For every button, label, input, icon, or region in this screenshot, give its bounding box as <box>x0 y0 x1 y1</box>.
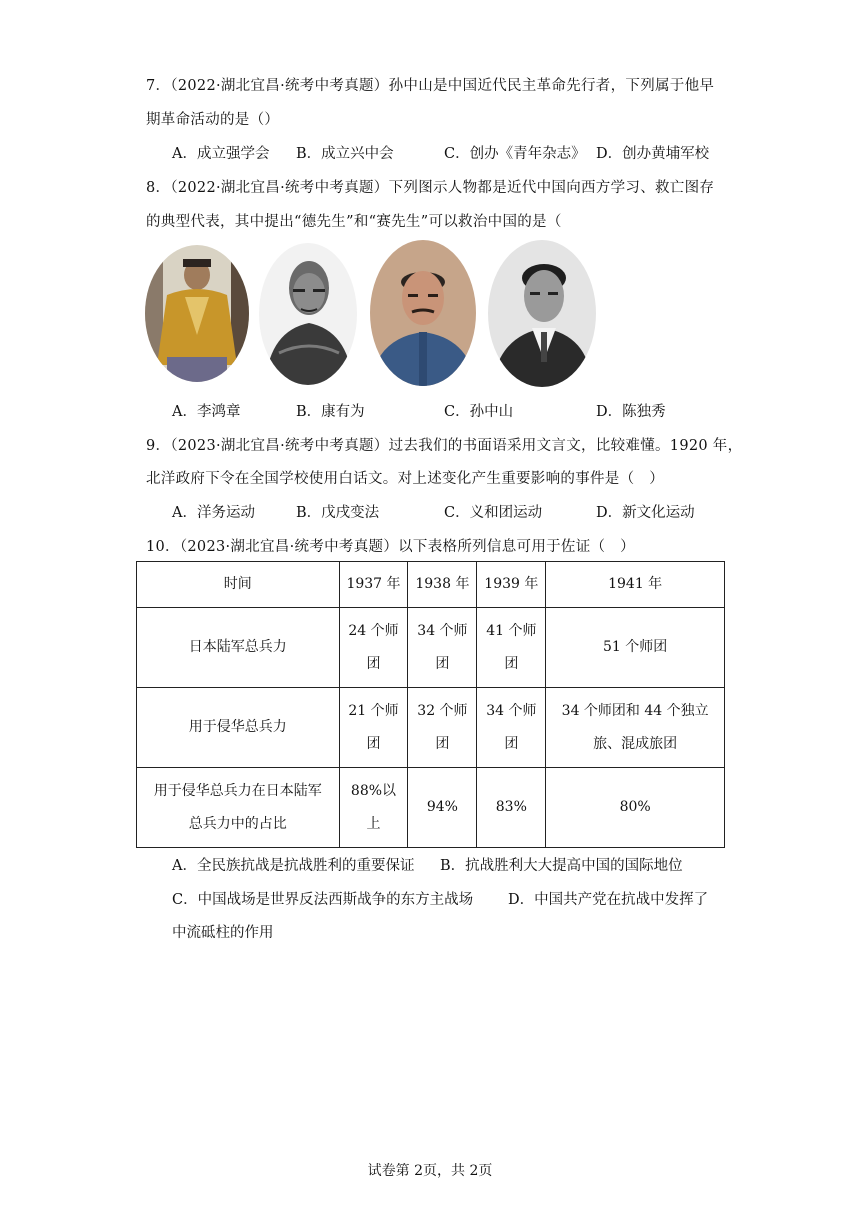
cell-line: 32 个师 <box>417 702 468 719</box>
q8-option-b[interactable]: B．康有为 <box>296 404 365 420</box>
table-cell <box>477 608 546 688</box>
cell-line: 88%以 <box>350 782 397 799</box>
cell-line: 团 <box>504 655 519 672</box>
table-row <box>137 608 725 688</box>
q10-option-d-continued: 中流砥柱的作用 <box>172 925 274 941</box>
table-row <box>137 768 725 848</box>
table-cell: 83% <box>477 768 546 848</box>
table-cell: 80% <box>546 768 725 848</box>
portrait-kang-youwei <box>259 243 357 385</box>
cell-line: 用于侵华总兵力在日本陆军 <box>153 782 322 799</box>
cell-line: 团 <box>435 735 450 752</box>
q9-option-b[interactable]: B．戊戌变法 <box>296 505 380 521</box>
q7-option-d[interactable]: D．创办黄埔军校 <box>596 146 710 162</box>
header-cell: 1937 年 <box>339 562 408 608</box>
q10-stem: 10．（2023·湖北宜昌·统考中考真题）以下表格所列信息可用于佐证（ ） <box>146 539 635 555</box>
cell-line: 34 个师团和 44 个独立 <box>561 702 709 719</box>
cell-line: 团 <box>366 655 381 672</box>
table-cell <box>339 608 408 688</box>
table-cell <box>408 688 477 768</box>
q7-stem-line2: 期革命活动的是（） <box>146 112 280 128</box>
portrait-sun-yatsen <box>370 240 476 386</box>
table-cell <box>339 688 408 768</box>
q8-option-c[interactable]: C．孙中山 <box>444 404 514 420</box>
q8-option-d[interactable]: D．陈独秀 <box>596 404 666 420</box>
header-cell: 时间 <box>137 562 340 608</box>
header-cell: 1941 年 <box>546 562 725 608</box>
cell-line: 41 个师 <box>486 622 537 639</box>
q9-option-d[interactable]: D．新文化运动 <box>596 505 695 521</box>
table-cell <box>477 688 546 768</box>
cell-line: 34 个师 <box>486 702 537 719</box>
row-label: 用于侵华总兵力 <box>137 688 340 768</box>
q9-stem-line2: 北洋政府下令在全国学校使用白话文。对上述变化产生重要影响的事件是（ ） <box>146 471 664 487</box>
table-cell <box>546 688 725 768</box>
table-cell: 51 个师团 <box>546 608 725 688</box>
portrait-li-hongzhang <box>145 245 249 382</box>
cell-line: 21 个师 <box>348 702 399 719</box>
table-row <box>137 688 725 768</box>
q7-option-c[interactable]: C．创办《青年杂志》 <box>444 146 586 162</box>
table-cell <box>408 608 477 688</box>
q8-stem-line1: 8．（2022·湖北宜昌·统考中考真题）下列图示人物都是近代中国向西方学习、救亡图存 <box>146 180 715 196</box>
q7-stem-line1: 7．（2022·湖北宜昌·统考中考真题）孙中山是中国近代民主革命先行者，下列属于他早 <box>146 78 715 94</box>
q8-option-a[interactable]: A．李鸿章 <box>172 404 241 420</box>
cell-line: 团 <box>435 655 450 672</box>
q10-option-a[interactable]: A．全民族抗战是抗战胜利的重要保证 <box>172 858 415 874</box>
q10-option-d[interactable]: D．中国共产党在抗战中发挥了 <box>508 892 709 908</box>
q7-option-a[interactable]: A．成立强学会 <box>172 146 270 162</box>
cell-line: 旅、混成旅团 <box>593 735 678 752</box>
row-label <box>137 768 340 848</box>
cell-line: 总兵力中的占比 <box>188 815 287 832</box>
header-cell: 1938 年 <box>408 562 477 608</box>
header-cell: 1939 年 <box>477 562 546 608</box>
q8-stem-line2: 的典型代表，其中提出“德先生”和“赛先生”可以救治中国的是（ <box>146 214 562 230</box>
cell-line: 团 <box>504 735 519 752</box>
table-header-row <box>137 562 725 608</box>
cell-line: 24 个师 <box>348 622 399 639</box>
row-label: 日本陆军总兵力 <box>137 608 340 688</box>
q10-option-c[interactable]: C．中国战场是世界反法西斯战争的东方主战场 <box>172 892 474 908</box>
q9-option-c[interactable]: C．义和团运动 <box>444 505 543 521</box>
cell-line: 34 个师 <box>417 622 468 639</box>
q9-stem-line1: 9．（2023·湖北宜昌·统考中考真题）过去我们的书面语采用文言文，比较难懂。1920 年， <box>146 438 743 454</box>
portrait-chen-duxiu <box>488 240 596 387</box>
cell-line: 上 <box>366 815 381 832</box>
page-footer: 试卷第 2页，共 2页 <box>367 1163 493 1179</box>
table-cell <box>339 768 408 848</box>
q10-option-b[interactable]: B．抗战胜利大大提高中国的国际地位 <box>440 858 683 874</box>
q10-data-table <box>136 561 725 848</box>
table-cell: 94% <box>408 768 477 848</box>
q9-option-a[interactable]: A．洋务运动 <box>172 505 255 521</box>
cell-line: 团 <box>366 735 381 752</box>
q7-option-b[interactable]: B．成立兴中会 <box>296 146 394 162</box>
